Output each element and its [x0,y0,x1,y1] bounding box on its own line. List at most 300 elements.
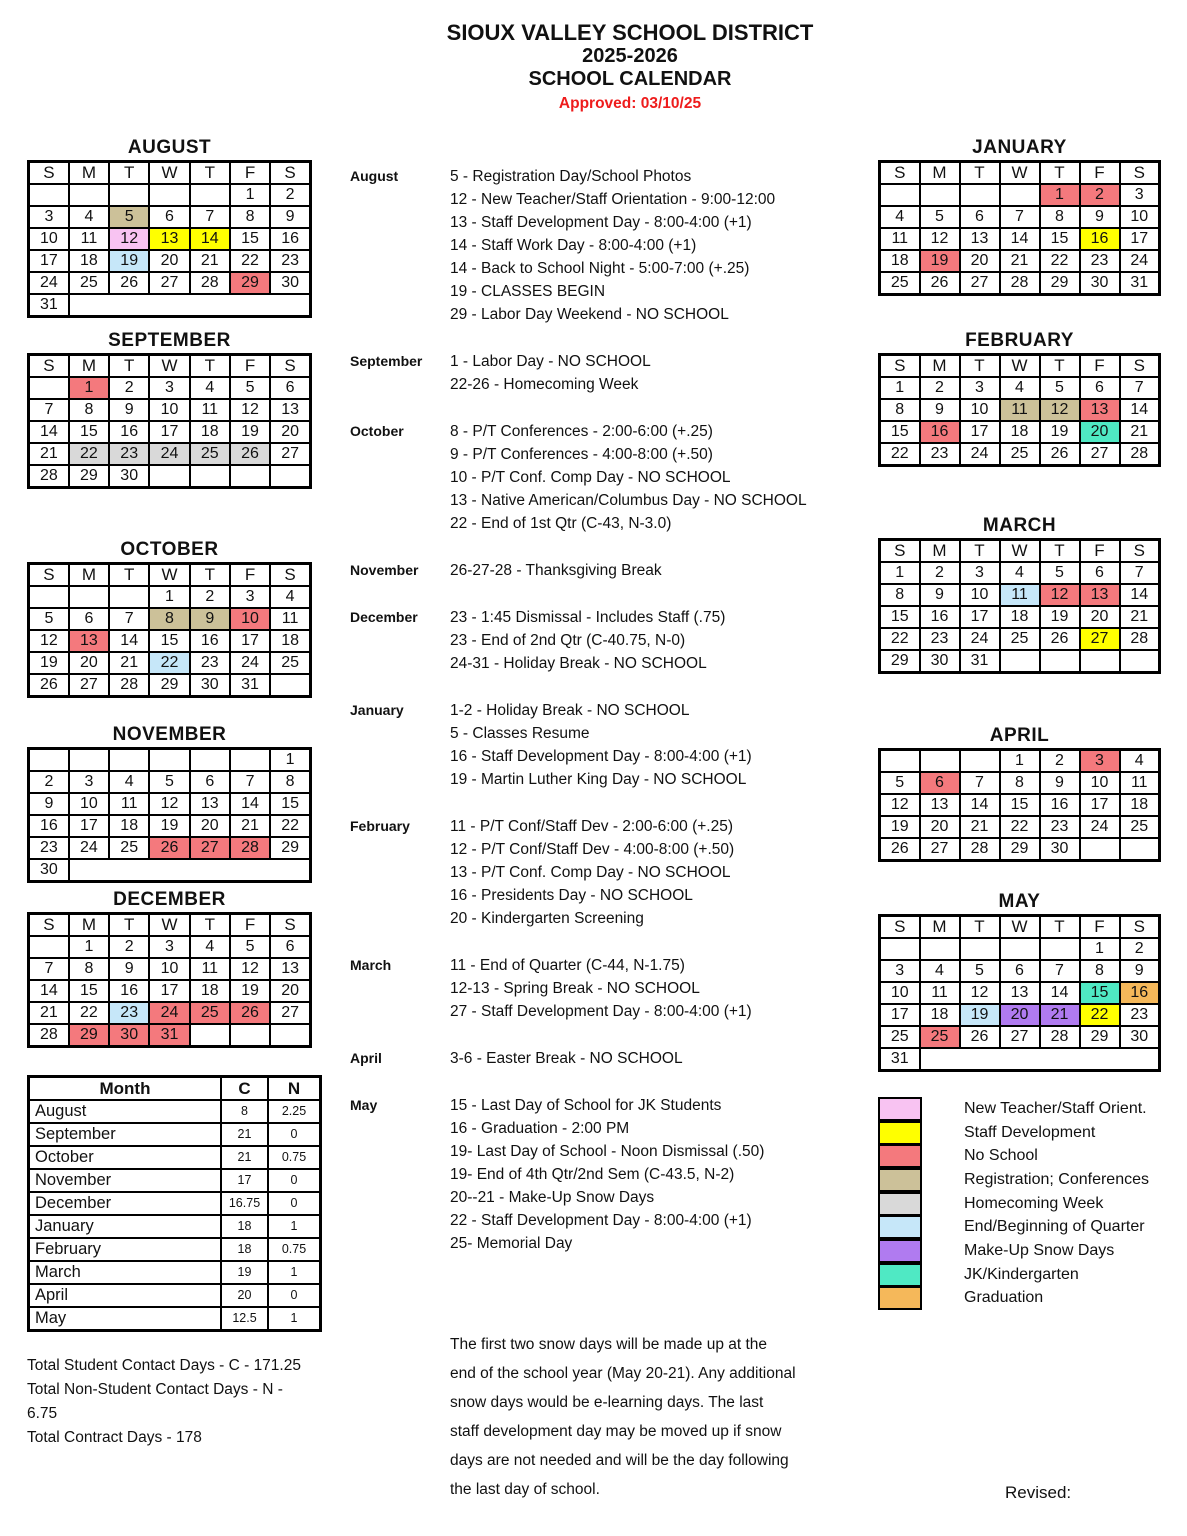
day-cell: 27 [270,1002,310,1024]
day-cell: 10 [230,608,270,630]
empty-cell [109,749,149,772]
summary-header-cell: Month [29,1077,222,1101]
empty-cell [149,465,189,488]
day-cell: 21 [1120,421,1160,443]
day-cell: 27 [1080,628,1120,650]
empty-cell [1120,650,1160,673]
day-cell: 14 [960,794,1000,816]
summary-value-cell: 18 [221,1238,268,1261]
calendar-april [878,726,1161,862]
day-cell: 24 [230,652,270,674]
day-cell: 29 [69,465,109,488]
day-cell: 5 [109,206,149,228]
day-cell: 6 [1080,377,1120,399]
event-line: 19- End of 4th Qtr/2nd Sem (C-43.5, N-2) [450,1166,735,1183]
day-cell: 26 [230,1002,270,1024]
day-cell: 23 [920,628,960,650]
weekday-header-cell: W [149,162,189,185]
empty-cell [960,750,1000,773]
day-cell: 28 [109,674,149,697]
day-cell: 11 [109,793,149,815]
day-cell: 26 [920,272,960,295]
day-cell: 7 [1040,960,1080,982]
weekday-header-cell: T [1040,916,1080,939]
summary-month-cell: February [29,1238,222,1261]
day-cell: 31 [880,1048,920,1071]
day-cell: 22 [270,815,310,837]
weekday-header-cell: S [1120,916,1160,939]
weekday-header-cell: T [960,162,1000,185]
legend-swatch-jk [878,1263,922,1287]
day-cell: 6 [920,772,960,794]
day-cell: 23 [109,1002,149,1024]
summary-value-cell: 1 [268,1307,321,1331]
day-cell: 30 [109,1024,149,1047]
day-cell: 24 [960,628,1000,650]
weekday-header-cell: S [880,540,920,563]
day-cell: 8 [880,584,920,606]
day-cell: 15 [880,606,920,628]
day-cell: 4 [190,936,230,958]
summary-row [29,1238,321,1261]
day-cell: 2 [109,936,149,958]
day-cell: 3 [960,377,1000,399]
summary-month-cell: November [29,1169,222,1192]
event-line: 23 - End of 2nd Qtr (C-40.75, N-0) [450,632,686,649]
summary-value-cell: 0.75 [268,1238,321,1261]
day-cell: 17 [230,630,270,652]
day-cell: 12 [960,982,1000,1004]
summary-month-cell: September [29,1123,222,1146]
weekday-header-cell: T [190,162,230,185]
day-cell: 12 [230,399,270,421]
event-line: 13 - P/T Conf. Comp Day - NO SCHOOL [450,864,731,881]
empty-cell [920,184,960,206]
day-cell: 29 [1080,1026,1120,1048]
empty-cell [880,184,920,206]
calendar-january [878,138,1161,296]
day-cell: 20 [149,250,189,272]
event-line: 12-13 - Spring Break - NO SCHOOL [450,980,700,997]
weekday-header-cell: S [880,162,920,185]
day-cell: 13 [1000,982,1040,1004]
event-section-may [350,1094,850,1255]
day-cell: 19 [29,652,69,674]
day-cell: 1 [69,377,109,399]
event-lines [450,420,850,535]
day-cell: 18 [1000,606,1040,628]
summary-month-cell: October [29,1146,222,1169]
day-cell: 28 [29,1024,69,1047]
event-lines [450,559,850,582]
weekday-header-cell: F [1080,162,1120,185]
event-line: 29 - Labor Day Weekend - NO SCHOOL [450,306,729,323]
calendar-table [27,747,312,883]
summary-row [29,1192,321,1215]
day-cell: 16 [190,630,230,652]
weekday-header-cell: S [880,916,920,939]
calendar-title: JANUARY [972,137,1067,158]
day-cell: 25 [1000,628,1040,650]
day-cell: 19 [109,250,149,272]
summary-value-cell: 19 [221,1261,268,1284]
summary-value-cell: 20 [221,1284,268,1307]
day-cell: 28 [1120,628,1160,650]
empty-cell [190,184,230,206]
day-cell: 9 [109,958,149,980]
summary-value-cell: 0.75 [268,1146,321,1169]
summary-row [29,1146,321,1169]
day-cell: 27 [1080,443,1120,466]
day-cell: 4 [880,206,920,228]
day-cell: 17 [1120,228,1160,250]
day-cell: 27 [1000,1026,1040,1048]
weekday-header-cell: T [109,162,149,185]
event-line: 24-31 - Holiday Break - NO SCHOOL [450,655,707,672]
empty-cell [960,184,1000,206]
weekday-header-cell: S [1120,540,1160,563]
legend-item [878,1239,1161,1263]
empty-cell [190,749,230,772]
day-cell: 16 [270,228,310,250]
weekday-header-cell: S [880,355,920,378]
day-cell: 10 [960,584,1000,606]
empty-cell [190,1024,230,1047]
empty-cell [1080,650,1120,673]
event-section-january [350,699,850,791]
event-section-october [350,420,850,535]
event-line: 9 - P/T Conferences - 4:00-8:00 (+.50) [450,446,713,463]
calendar-table [878,914,1161,1072]
day-cell: 24 [960,443,1000,466]
day-cell: 16 [1120,982,1160,1004]
calendar-title: OCTOBER [120,539,219,560]
legend-label: Registration; Conferences [964,1170,1149,1188]
day-cell: 7 [29,399,69,421]
day-cell: 29 [69,1024,109,1047]
event-section-december [350,606,850,675]
event-line: 16 - Staff Development Day - 8:00-4:00 (+1) [450,748,752,765]
event-line: 19 - Martin Luther King Day - NO SCHOOL [450,771,747,788]
day-cell: 8 [880,399,920,421]
day-cell: 16 [109,980,149,1002]
empty-cell [880,938,920,960]
day-cell: 1 [149,586,189,608]
event-lines [450,699,850,791]
weekday-header-cell: W [1000,916,1040,939]
day-cell: 6 [149,206,189,228]
day-cell: 11 [69,228,109,250]
note-line: The first two snow days will be made up at the [450,1336,768,1353]
event-lines [450,815,850,930]
day-cell: 14 [190,228,230,250]
day-cell: 28 [960,838,1000,861]
day-cell: 8 [1040,206,1080,228]
day-cell: 15 [149,630,189,652]
weekday-header-cell: F [230,355,270,378]
empty-cell [69,184,109,206]
event-line: 16 - Presidents Day - NO SCHOOL [450,887,693,904]
day-cell: 17 [1080,794,1120,816]
weekday-header-cell: M [920,355,960,378]
event-section-march [350,954,850,1023]
day-cell: 30 [29,859,69,882]
weekday-header-cell: F [230,564,270,587]
day-cell: 22 [1080,1004,1120,1026]
day-cell: 29 [880,650,920,673]
event-lines [450,954,850,1023]
event-lines [450,606,850,675]
day-cell: 23 [109,443,149,465]
day-cell: 4 [1000,377,1040,399]
event-line: 20--21 - Make-Up Snow Days [450,1189,655,1206]
weekday-header-cell: S [29,564,69,587]
day-cell: 26 [149,837,189,859]
weekday-header-cell: S [1120,355,1160,378]
day-cell: 30 [1080,272,1120,295]
summary-row [29,1215,321,1238]
day-cell: 2 [1080,184,1120,206]
day-cell: 8 [149,608,189,630]
legend-item [878,1144,1161,1168]
day-cell: 30 [109,465,149,488]
summary-value-cell: 1 [268,1261,321,1284]
calendar-title: NOVEMBER [112,724,227,745]
day-cell: 31 [29,294,69,317]
weekday-header-cell: M [920,540,960,563]
event-lines [450,1094,850,1255]
day-cell: 5 [880,772,920,794]
calendar-august [27,138,312,318]
weekday-header-cell: F [1080,355,1120,378]
day-cell: 15 [880,421,920,443]
weekday-header-cell: M [69,162,109,185]
weekday-header-cell: M [69,914,109,937]
legend-swatch-noschool [878,1144,922,1168]
event-section-february [350,815,850,930]
event-month-label: April [350,1050,382,1066]
day-cell: 8 [69,399,109,421]
day-cell: 29 [230,272,270,294]
day-cell: 25 [880,1026,920,1048]
color-legend [878,1097,1161,1310]
calendar-september [27,331,312,489]
day-cell: 6 [270,936,310,958]
day-cell: 19 [1040,606,1080,628]
day-cell: 6 [270,377,310,399]
calendar-title: MARCH [982,515,1057,536]
event-line: 11 - P/T Conf/Staff Dev - 2:00-6:00 (+.25) [450,818,734,835]
calendar-february [878,331,1161,467]
weekday-header-cell: F [230,162,270,185]
day-cell: 3 [960,562,1000,584]
day-cell: 16 [1080,228,1120,250]
day-cell: 7 [1120,377,1160,399]
weekday-header-cell: T [109,914,149,937]
calendar-may [878,892,1161,1072]
day-cell: 17 [880,1004,920,1026]
event-month-label: January [350,702,404,718]
empty-cell [920,938,960,960]
day-cell: 27 [270,443,310,465]
day-cell: 29 [1000,838,1040,861]
day-cell: 4 [1120,750,1160,773]
day-cell: 5 [29,608,69,630]
calendar-table [27,562,312,698]
legend-item [878,1121,1161,1145]
summary-value-cell: 21 [221,1146,268,1169]
day-cell: 11 [920,982,960,1004]
day-cell: 13 [1080,584,1120,606]
legend-label: Graduation [964,1289,1044,1307]
day-cell: 26 [880,838,920,861]
legend-label: New Teacher/Staff Orient. [964,1099,1147,1117]
day-cell: 20 [270,980,310,1002]
empty-cell [230,465,270,488]
calendar-march [878,516,1161,674]
day-cell: 8 [1080,960,1120,982]
empty-cell [1120,838,1160,861]
event-line: 22 - Staff Development Day - 8:00-4:00 (+1) [450,1212,752,1229]
event-line: 16 - Graduation - 2:00 PM [450,1120,630,1137]
day-cell: 14 [29,421,69,443]
event-line: 15 - Last Day of School for JK Students [450,1097,722,1114]
summary-row [29,1307,321,1331]
day-cell: 28 [1000,272,1040,295]
day-cell: 28 [190,272,230,294]
day-cell: 20 [1000,1004,1040,1026]
day-cell: 13 [190,793,230,815]
summary-row [29,1261,321,1284]
calendar-october [27,540,312,698]
day-cell: 6 [1000,960,1040,982]
day-cell: 4 [920,960,960,982]
day-cell: 20 [270,421,310,443]
legend-label: JK/Kindergarten [964,1265,1079,1283]
day-cell: 12 [880,794,920,816]
day-cell: 16 [920,606,960,628]
day-cell: 19 [880,816,920,838]
day-cell: 11 [190,958,230,980]
school-year: 2025-2026 [582,45,678,67]
day-cell: 20 [1080,421,1120,443]
day-cell: 27 [960,272,1000,295]
summary-value-cell: 0 [268,1284,321,1307]
calendar-table [27,353,312,489]
legend-label: Homecoming Week [964,1194,1104,1212]
day-cell: 10 [1080,772,1120,794]
summary-row [29,1123,321,1146]
day-cell: 19 [230,421,270,443]
legend-item [878,1263,1161,1287]
weekday-header-cell: T [190,914,230,937]
note-line: staff development day may be moved up if snow [450,1423,782,1440]
event-month-label: May [350,1097,378,1113]
day-cell: 5 [1040,377,1080,399]
day-cell: 5 [230,936,270,958]
day-cell: 22 [880,628,920,650]
day-cell: 16 [29,815,69,837]
day-cell: 20 [69,652,109,674]
day-cell: 27 [920,838,960,861]
legend-label: End/Beginning of Quarter [964,1218,1145,1236]
day-cell: 14 [1040,982,1080,1004]
empty-cell [109,586,149,608]
day-cell: 10 [149,399,189,421]
day-cell: 20 [960,250,1000,272]
day-cell: 18 [920,1004,960,1026]
weekday-header-cell: M [920,162,960,185]
summary-month-cell: December [29,1192,222,1215]
day-cell: 26 [29,674,69,697]
day-cell: 29 [1040,272,1080,295]
day-cell: 8 [69,958,109,980]
event-line: 11 - End of Quarter (C-44, N-1.75) [450,957,685,974]
summary-row [29,1100,321,1123]
event-lines [450,350,850,396]
day-cell: 12 [149,793,189,815]
day-cell: 18 [69,250,109,272]
day-cell: 10 [880,982,920,1004]
calendar-title: SEPTEMBER [108,330,231,351]
day-cell: 9 [190,608,230,630]
day-cell: 3 [1080,750,1120,773]
day-cell: 1 [880,377,920,399]
weekday-header-cell: S [270,914,310,937]
day-cell: 30 [270,272,310,294]
day-cell: 23 [920,443,960,466]
summary-month-cell: April [29,1284,222,1307]
weekday-header-cell: S [1120,162,1160,185]
day-cell: 7 [1000,206,1040,228]
day-cell: 13 [149,228,189,250]
weekday-header-cell: F [1080,916,1120,939]
day-cell: 6 [190,771,230,793]
day-cell: 25 [1000,443,1040,466]
weekday-header-cell: S [270,355,310,378]
weekday-header-cell: T [1040,355,1080,378]
calendar-november [27,725,312,883]
day-cell: 14 [109,630,149,652]
day-cell: 18 [190,421,230,443]
weekday-header-cell: T [190,564,230,587]
summary-value-cell: 16.75 [221,1192,268,1215]
day-cell: 26 [109,272,149,294]
day-cell: 17 [69,815,109,837]
day-cell: 30 [920,650,960,673]
day-cell: 25 [880,272,920,295]
day-cell: 22 [880,443,920,466]
weekday-header-cell: W [1000,355,1040,378]
calendar-title: MAY [998,891,1041,912]
weekday-header-cell: W [149,914,189,937]
empty-cell [190,465,230,488]
weekday-header-cell: S [270,162,310,185]
day-cell: 25 [1120,816,1160,838]
note-line: end of the school year (May 20-21). Any additional [450,1365,796,1382]
day-cell: 10 [1120,206,1160,228]
title-block [350,20,910,115]
event-line: 5 - Registration Day/School Photos [450,168,692,185]
empty-cell [1040,938,1080,960]
day-cell: 5 [960,960,1000,982]
legend-swatch-snow [878,1239,922,1263]
day-cell: 23 [270,250,310,272]
day-cell: 25 [920,1026,960,1048]
empty-cell [29,377,69,399]
day-cell: 31 [1120,272,1160,295]
day-cell: 22 [1000,816,1040,838]
